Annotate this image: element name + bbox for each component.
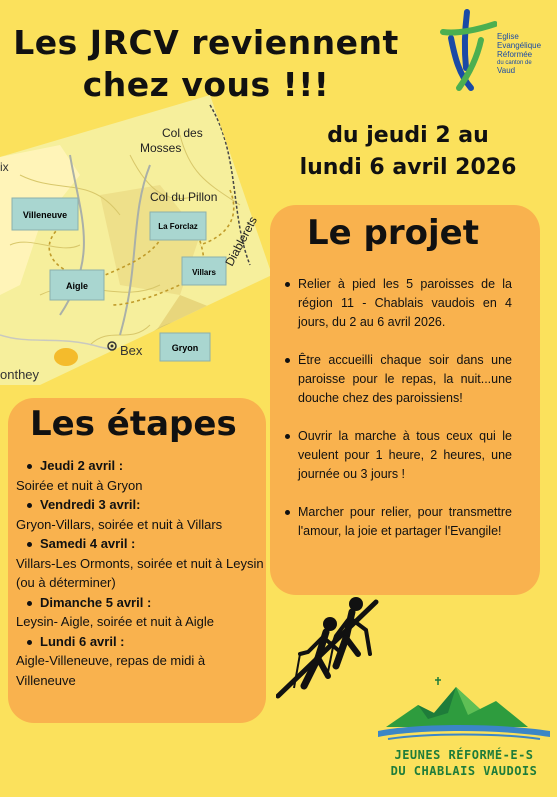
eerv-logo — [437, 8, 547, 94]
dates-line-2: lundi 6 avril 2026 — [299, 155, 517, 180]
stage-label-gryon: Gryon — [171, 343, 199, 353]
etape-desc: Soirée et nuit à Gryon — [16, 477, 143, 493]
route-map — [0, 95, 272, 385]
jrcv-line-1: JEUNES RÉFORMÉ-E-S — [394, 748, 534, 762]
etape-day: Dimanche 5 avril : — [16, 593, 264, 613]
bex-marker-dot-icon — [111, 345, 114, 348]
jrcv-line-2: DU CHABLAIS VAUDOIS — [390, 764, 538, 778]
dates-line-1: du jeudi 2 au — [327, 123, 489, 148]
eerv-line-2: Evangélique — [497, 41, 542, 50]
mountains-logo-icon — [378, 665, 550, 745]
eerv-line-4: du canton de — [497, 60, 532, 66]
title-line-1: Les JRCV reviennent — [13, 23, 399, 62]
eerv-line-5: Vaud — [497, 66, 516, 75]
eerv-line-1: Eglise — [497, 32, 519, 41]
projet-list — [282, 275, 512, 560]
projet-item: Relier à pied les 5 paroisses de la région 11 - Chablais vaudois en 4 jours, du 2 au 6 avril 2026. — [282, 275, 512, 332]
etape-day: Lundi 6 avril : — [16, 632, 264, 652]
jrcv-logo — [378, 665, 550, 787]
place-diablerets: Diablerets — [222, 214, 261, 269]
event-dates — [276, 120, 540, 184]
etape-day: Vendredi 3 avril: — [16, 495, 264, 515]
stage-label-la-forclaz: La Forclaz — [158, 222, 198, 231]
etape-desc: Aigle-Villeneuve, repas de midi à Villeneuve — [16, 653, 206, 688]
hikers-icon — [276, 590, 386, 702]
eerv-line-3: Réformée — [497, 50, 533, 59]
place-edge: ix — [0, 160, 9, 174]
projet-item: Ouvrir la marche à tous ceux qui le veulent pour 1 heure, 2 heures, une journée ou 3 jours ! — [282, 427, 512, 484]
etapes-list — [16, 456, 264, 690]
etape-desc: Gryon-Villars, soirée et nuit à Villars — [16, 516, 223, 532]
stage-label-villeneuve: Villeneuve — [22, 210, 68, 220]
etape-desc: Leysin- Aigle, soirée et nuit à Aigle — [16, 614, 215, 629]
title-line-2: chez vous !!! — [82, 65, 330, 104]
etapes-heading: Les étapes — [30, 404, 237, 444]
projet-item: Être accueilli chaque soir dans une paroisse pour le repas, la nuit...une douche chez des paroissiens! — [282, 351, 512, 408]
stage-label-aigle: Aigle — [65, 281, 89, 291]
stage-label-villars: Villars — [192, 268, 216, 277]
place-col-des-mosses-2: Mosses — [140, 141, 182, 155]
place-monthey: onthey — [0, 367, 40, 382]
projet-item: Marcher pour relier, pour transmettre l'amour, la joie et partager l'Evangile! — [282, 503, 512, 541]
etape-desc: Villars-Les Ormonts, soirée et nuit à Leysin (ou à déterminer) — [16, 555, 264, 590]
place-bex: Bex — [120, 343, 143, 358]
projet-heading: Le projet — [307, 213, 479, 253]
eerv-cross-icon — [437, 8, 497, 94]
place-col-du-pillon: Col du Pillon — [150, 190, 218, 204]
page-title — [6, 22, 406, 106]
etape-day: Samedi 4 avril : — [16, 534, 264, 554]
etape-day: Jeudi 2 avril : — [16, 456, 264, 476]
place-col-des-mosses-1: Col des — [162, 126, 203, 140]
